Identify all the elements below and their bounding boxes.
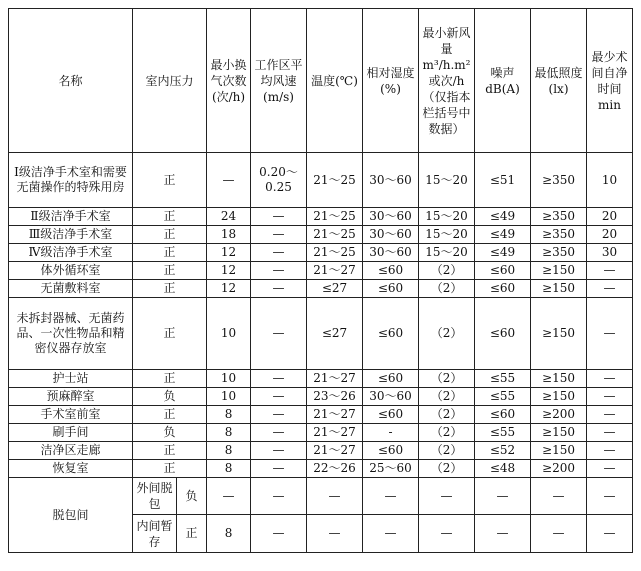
cell-air-changes: 18 [207,226,251,244]
cell-temperature: 21～27 [307,370,363,388]
cell-pressure: 正 [133,226,207,244]
cell-illuminance: ≥150 [531,262,587,280]
cell-self-clean: — [587,298,633,370]
cell-noise: ≤55 [475,424,531,442]
cell-air-speed: — [251,442,307,460]
table-row [9,442,633,460]
header-fresh-air: 最小新风量m³/h.m²或次/h（仅指本栏括号中数据） [419,9,475,153]
cell-humidity: 30～60 [363,244,419,262]
table-row [9,280,633,298]
cell-temperature: ≤27 [307,280,363,298]
header-illuminance: 最低照度(lx) [531,9,587,153]
header-row [9,9,633,153]
cell-temperature: 21～25 [307,153,363,208]
table-row [9,153,633,208]
header-temperature: 温度(℃) [307,9,363,153]
cell-air-speed: — [251,226,307,244]
cell-fresh-air: （2） [419,370,475,388]
cell-illuminance: ≥350 [531,226,587,244]
cell-fresh-air: （2） [419,280,475,298]
cell-humidity: 30～60 [363,226,419,244]
cell-noise: ≤49 [475,244,531,262]
cell-illuminance: ≥350 [531,153,587,208]
cell-fresh-air: （2） [419,406,475,424]
cell-name: 体外循环室 [9,262,133,280]
cell-noise: ≤51 [475,153,531,208]
cell-illuminance: — [531,478,587,515]
header-name: 名称 [9,9,133,153]
cell-sub-label: 内间暂存 [133,515,177,553]
cell-air-speed: — [251,298,307,370]
cell-name: 护士站 [9,370,133,388]
table-row [9,370,633,388]
cell-air-changes: 8 [207,406,251,424]
cell-humidity: ≤60 [363,280,419,298]
cell-self-clean: — [587,370,633,388]
cell-noise: ≤60 [475,406,531,424]
cell-name: Ⅱ级洁净手术室 [9,208,133,226]
cell-pressure: 正 [133,370,207,388]
cell-noise: — [475,515,531,553]
cell-fresh-air: 15～20 [419,208,475,226]
cell-name: 恢复室 [9,460,133,478]
cell-pressure: 负 [133,388,207,406]
table-row [9,298,633,370]
header-self-clean: 最少术间自净时间min [587,9,633,153]
table-row [9,424,633,442]
cell-air-changes: 12 [207,262,251,280]
cell-humidity: — [363,478,419,515]
cell-air-speed: — [251,388,307,406]
cell-name: 洁净区走廊 [9,442,133,460]
cell-illuminance: ≥200 [531,406,587,424]
table-row [9,460,633,478]
cell-illuminance: ≥150 [531,298,587,370]
cell-illuminance: ≥200 [531,460,587,478]
cell-noise: ≤52 [475,442,531,460]
cell-fresh-air: 15～20 [419,244,475,262]
cell-self-clean: — [587,406,633,424]
header-air-changes: 最小换气次数(次/h) [207,9,251,153]
cell-illuminance: ≥150 [531,388,587,406]
table-row [9,406,633,424]
cell-noise: ≤60 [475,262,531,280]
cell-air-speed: — [251,370,307,388]
cell-humidity: ≤60 [363,298,419,370]
table-row [9,478,633,515]
cell-fresh-air: （2） [419,388,475,406]
header-air-speed: 工作区平均风速(m/s) [251,9,307,153]
cell-humidity: 25～60 [363,460,419,478]
cell-temperature: 23～26 [307,388,363,406]
table-row [9,226,633,244]
cell-illuminance: — [531,515,587,553]
cell-self-clean: 10 [587,153,633,208]
cell-noise: ≤60 [475,280,531,298]
cell-self-clean: 20 [587,208,633,226]
cell-temperature: 21～27 [307,406,363,424]
cell-self-clean: — [587,515,633,553]
cell-illuminance: ≥350 [531,208,587,226]
cell-humidity: ≤60 [363,262,419,280]
cell-air-speed: — [251,280,307,298]
cell-self-clean: — [587,478,633,515]
cell-temperature: 21～25 [307,244,363,262]
cell-air-speed: — [251,478,307,515]
cell-air-speed: — [251,406,307,424]
cell-fresh-air: （2） [419,442,475,460]
cell-name: 预麻醉室 [9,388,133,406]
cell-air-changes: 8 [207,442,251,460]
cell-fresh-air: 15～20 [419,153,475,208]
cell-humidity: - [363,424,419,442]
cell-air-speed: — [251,208,307,226]
cell-name: 刷手间 [9,424,133,442]
cell-temperature: 22～26 [307,460,363,478]
cell-fresh-air: — [419,478,475,515]
cell-temperature: 21～27 [307,262,363,280]
cell-air-changes: 8 [207,515,251,553]
cell-temperature: 21～25 [307,226,363,244]
cell-name: 手术室前室 [9,406,133,424]
cell-fresh-air: （2） [419,460,475,478]
cell-name: 脱包间 [9,478,133,553]
cell-illuminance: ≥150 [531,424,587,442]
cell-air-changes: 10 [207,370,251,388]
cell-air-speed: — [251,424,307,442]
cell-pressure: 正 [133,280,207,298]
cell-self-clean: — [587,262,633,280]
cell-noise: ≤60 [475,298,531,370]
cell-sub-label: 外间脱包 [133,478,177,515]
cell-fresh-air: 15～20 [419,226,475,244]
cell-air-changes: 12 [207,280,251,298]
clean-room-parameter-table [8,8,633,553]
cell-temperature: 21～27 [307,424,363,442]
cell-pressure: 正 [133,262,207,280]
cell-temperature: ≤27 [307,298,363,370]
cell-humidity: 30～60 [363,388,419,406]
cell-air-changes: 24 [207,208,251,226]
cell-self-clean: — [587,280,633,298]
cell-pressure: 正 [177,515,207,553]
cell-self-clean: 20 [587,226,633,244]
cell-self-clean: — [587,424,633,442]
cell-air-changes: — [207,153,251,208]
cell-pressure: 正 [133,406,207,424]
cell-air-speed: — [251,244,307,262]
cell-fresh-air: — [419,515,475,553]
header-noise: 噪声dB(A) [475,9,531,153]
table-row [9,388,633,406]
cell-air-changes: 8 [207,424,251,442]
cell-air-changes: 12 [207,244,251,262]
cell-air-speed: — [251,262,307,280]
cell-humidity: 30～60 [363,153,419,208]
cell-pressure: 正 [133,460,207,478]
cell-air-changes: 8 [207,460,251,478]
cell-self-clean: — [587,388,633,406]
cell-noise: ≤48 [475,460,531,478]
cell-name: Ⅲ级洁净手术室 [9,226,133,244]
cell-temperature: — [307,515,363,553]
cell-illuminance: ≥350 [531,244,587,262]
cell-temperature: 21～25 [307,208,363,226]
cell-self-clean: 30 [587,244,633,262]
cell-illuminance: ≥150 [531,280,587,298]
cell-humidity: ≤60 [363,370,419,388]
cell-temperature: 21～27 [307,442,363,460]
cell-noise: — [475,478,531,515]
cell-self-clean: — [587,442,633,460]
header-humidity: 相对湿度(%) [363,9,419,153]
cell-name: 无菌敷料室 [9,280,133,298]
cell-pressure: 正 [133,244,207,262]
cell-noise: ≤55 [475,388,531,406]
cell-humidity: ≤60 [363,406,419,424]
cell-noise: ≤49 [475,208,531,226]
cell-air-speed: — [251,460,307,478]
cell-name: Ⅳ级洁净手术室 [9,244,133,262]
cell-self-clean: — [587,460,633,478]
table-row [9,262,633,280]
table-row [9,208,633,226]
cell-name: 未拆封器械、无菌药品、一次性物品和精密仪器存放室 [9,298,133,370]
cell-fresh-air: （2） [419,424,475,442]
cell-air-changes: 10 [207,298,251,370]
cell-air-changes: — [207,478,251,515]
cell-humidity: 30～60 [363,208,419,226]
cell-name: Ⅰ级洁净手术室和需要无菌操作的特殊用房 [9,153,133,208]
cell-air-speed: 0.20～0.25 [251,153,307,208]
cell-noise: ≤55 [475,370,531,388]
cell-illuminance: ≥150 [531,370,587,388]
cell-air-changes: 10 [207,388,251,406]
cell-fresh-air: （2） [419,298,475,370]
cell-fresh-air: （2） [419,262,475,280]
cell-humidity: — [363,515,419,553]
table-row [9,244,633,262]
cell-temperature: — [307,478,363,515]
cell-pressure: 负 [133,424,207,442]
cell-pressure: 负 [177,478,207,515]
cell-noise: ≤49 [475,226,531,244]
cell-pressure: 正 [133,153,207,208]
cell-pressure: 正 [133,298,207,370]
header-pressure: 室内压力 [133,9,207,153]
cell-humidity: ≤60 [363,442,419,460]
cell-air-speed: — [251,515,307,553]
cell-pressure: 正 [133,208,207,226]
cell-illuminance: ≥150 [531,442,587,460]
cell-pressure: 正 [133,442,207,460]
